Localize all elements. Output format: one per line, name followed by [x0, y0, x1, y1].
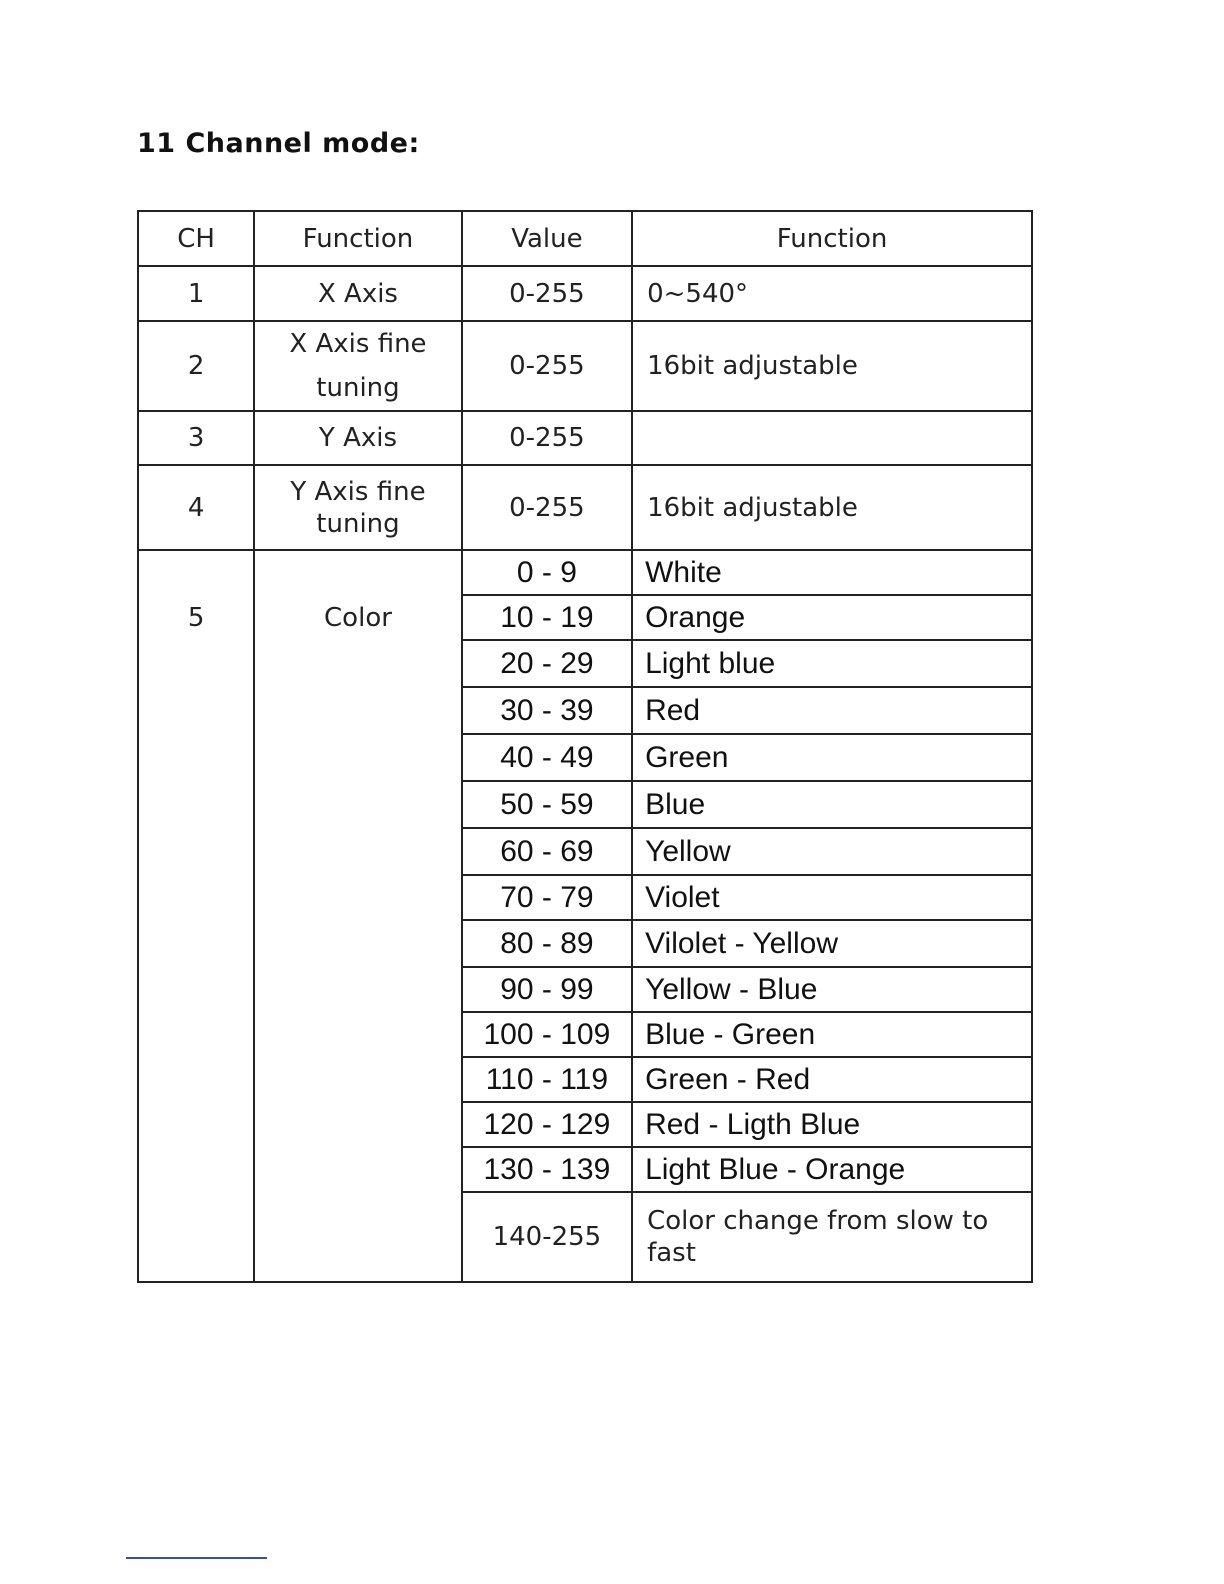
- ch-cell: 5: [138, 550, 254, 1282]
- value-cell: 120 - 129: [462, 1102, 632, 1147]
- ch-cell: 2: [138, 321, 254, 411]
- function-line-1: X Axis fine: [289, 329, 427, 359]
- value-cell: 110 - 119: [462, 1057, 632, 1102]
- ch-cell: 1: [138, 266, 254, 321]
- description-cell: [632, 1192, 1032, 1282]
- table-row: [138, 266, 1032, 321]
- value-cell: 60 - 69: [462, 828, 632, 875]
- description-cell: Yellow - Blue: [632, 967, 1032, 1012]
- description-cell: White: [632, 550, 1032, 595]
- header-ch: CH: [138, 211, 254, 266]
- value-cell: 0-255: [462, 411, 632, 465]
- footnote-separator: [126, 1557, 267, 1559]
- description-cell: 16bit adjustable: [632, 465, 1032, 550]
- ch-cell: 3: [138, 411, 254, 465]
- description-cell: Blue: [632, 781, 1032, 828]
- table-row: [138, 465, 1032, 550]
- header-value: Value: [462, 211, 632, 266]
- channel-table: [137, 210, 1033, 1283]
- value-cell: 0-255: [462, 266, 632, 321]
- description-cell: Violet: [632, 875, 1032, 920]
- value-cell: 100 - 109: [462, 1012, 632, 1057]
- header-function: Function: [254, 211, 461, 266]
- description-cell: Light Blue - Orange: [632, 1147, 1032, 1192]
- description-cell: Orange: [632, 595, 1032, 640]
- value-cell: 10 - 19: [462, 595, 632, 640]
- value-cell: 0-255: [462, 321, 632, 411]
- value-cell: 0-255: [462, 465, 632, 550]
- description-cell: Red - Ligth Blue: [632, 1102, 1032, 1147]
- value-cell: 50 - 59: [462, 781, 632, 828]
- value-cell: 130 - 139: [462, 1147, 632, 1192]
- function-line-2: tuning: [316, 508, 400, 539]
- value-cell: 140-255: [462, 1192, 632, 1282]
- description-cell: 16bit adjustable: [632, 321, 1032, 411]
- function-cell: Y Axis: [254, 411, 461, 465]
- ch-cell: 4: [138, 465, 254, 550]
- page-title: 11 Channel mode:: [137, 128, 420, 159]
- value-cell: 90 - 99: [462, 967, 632, 1012]
- description-cell: 0~540°: [632, 266, 1032, 321]
- table-row: [138, 321, 1032, 411]
- function-cell: X Axis: [254, 266, 461, 321]
- table-header-row: [138, 211, 1032, 266]
- description-cell: Yellow: [632, 828, 1032, 875]
- description-cell: Green - Red: [632, 1057, 1032, 1102]
- value-cell: 70 - 79: [462, 875, 632, 920]
- value-cell: 0 - 9: [462, 550, 632, 595]
- function-cell: [254, 465, 461, 550]
- value-cell: 40 - 49: [462, 734, 632, 781]
- value-cell: 80 - 89: [462, 920, 632, 967]
- description-cell: Light blue: [632, 640, 1032, 687]
- value-cell: 30 - 39: [462, 687, 632, 734]
- table-row: [138, 550, 1032, 595]
- description-line-1: Color change from slow to: [647, 1206, 989, 1236]
- function-cell: [254, 321, 461, 411]
- function-cell: Color: [254, 550, 461, 1282]
- function-line-1: Y Axis fine: [290, 476, 426, 507]
- description-cell: [632, 411, 1032, 465]
- description-cell: Red: [632, 687, 1032, 734]
- description-cell: Blue - Green: [632, 1012, 1032, 1057]
- function-line-2: tuning: [316, 373, 400, 403]
- value-cell: 20 - 29: [462, 640, 632, 687]
- description-cell: Green: [632, 734, 1032, 781]
- table-row: [138, 411, 1032, 465]
- description-line-2: fast: [647, 1238, 696, 1268]
- header-function-description: Function: [632, 211, 1032, 266]
- description-cell: Vilolet - Yellow: [632, 920, 1032, 967]
